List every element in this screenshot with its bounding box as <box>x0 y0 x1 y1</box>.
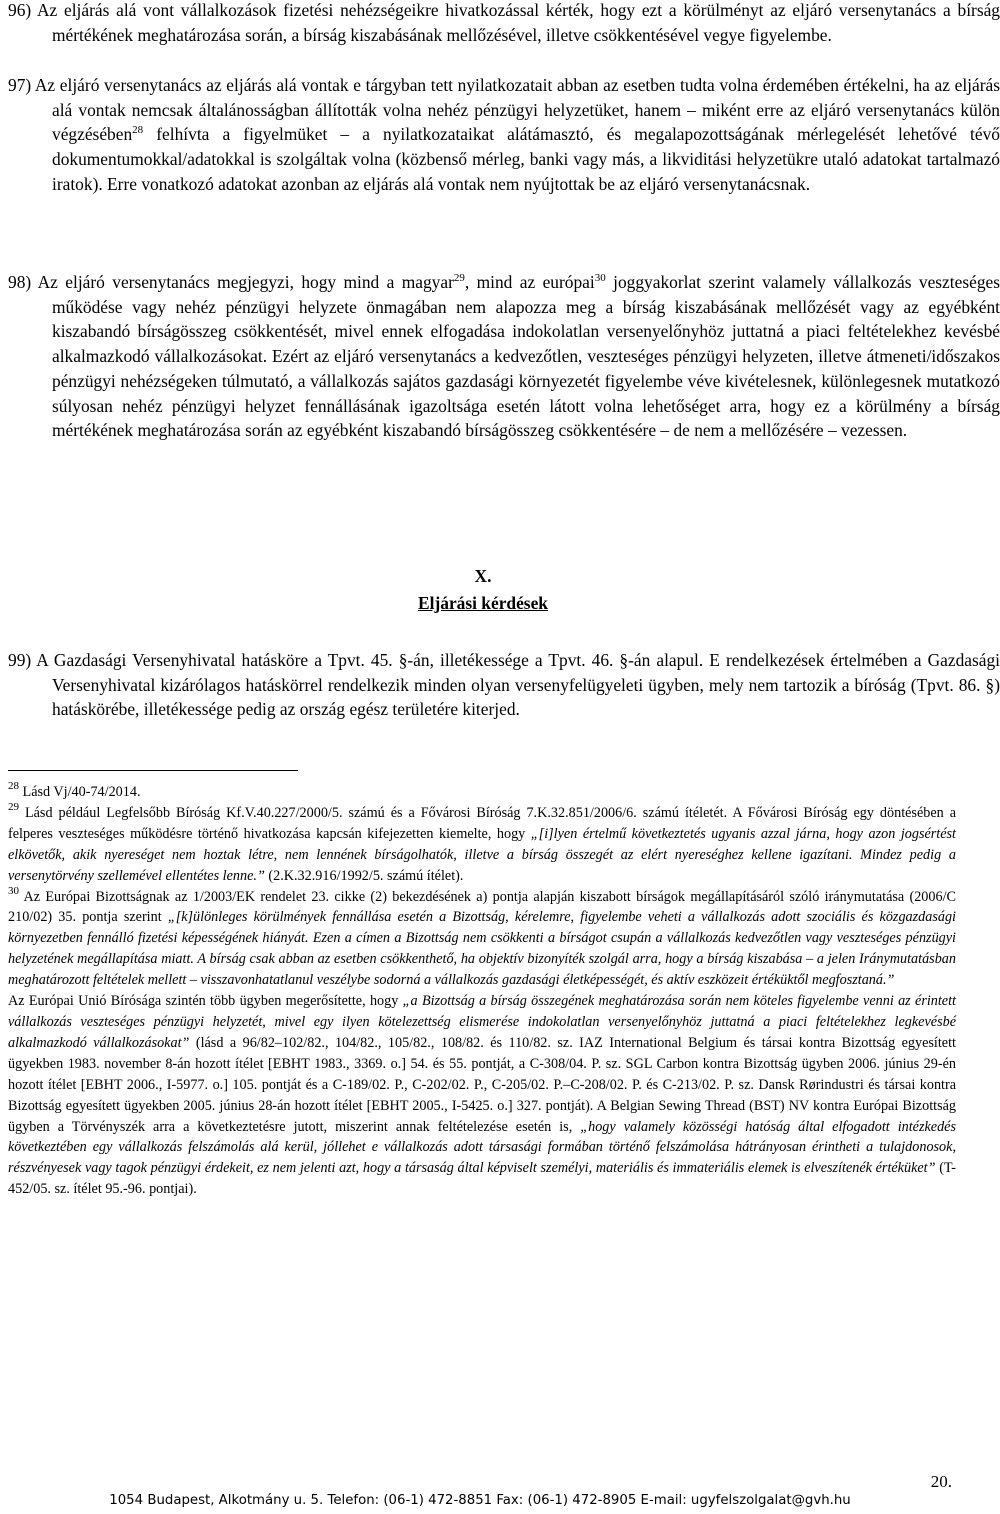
footnote-ref-29[interactable]: 29 <box>453 272 465 284</box>
paragraph-98-text-c: joggyakorlat szerint valamely vállalkozás veszteséges működése vagy nehéz pénzügyi helyzete önmagában nem alapozza meg a bírság kiszabásának mellőzését vagy az egyébként kiszabandó bírságösszeg csökkentését, mivel ennek elfogadása indokolatlan versenyelőnyhöz juttatná a piaci feltételekhez kevésbé alkalmazkodó vállalkozásokat. Ezért az eljáró versenytanács a kedvezőtlen, veszteséges pénzügyi helyzeten, illetve átmeneti/időszakos pénzügyi nehézségeken túlmutató, a vállalkozás sajátos gazdasági környezetét figyelembe véve kivételesnek, különlegesnek mutatkozó súlyosan nehéz pénzügyi helyzet fennállásának igazoltsága esetén látott volna lehetőséget arra, hogy ez a körülmény a bírság mértékének meghatározása során az egyébként kiszabandó bírságösszeg csökkentésére – de nem a mellőzésére – vezessen. <box>52 272 1000 441</box>
footnote-30-continued <box>8 991 956 1200</box>
paragraph-96 <box>8 0 1000 47</box>
paragraph-99-text: 99) A Gazdasági Versenyhivatal hatásköre a Tpvt. 45. §-án, illetékessége a Tpvt. 46. §-án alapul. E rendelkezések értelmében a Gazdasági Versenyhivatal kizárólagos hatáskörrel rendelkezik minden olyan versenyfelügyeleti ügyben, mely nem tartozik a bíróság (Tpvt. 86. §) hatáskörébe, illetékessége pedig az ország egész területére kiterjed. <box>8 650 1000 720</box>
footnote-28-number: 28 <box>8 780 19 792</box>
page-footer: 1054 Budapest, Alkotmány u. 5. Telefon: (06-1) 472-8851 Fax: (06-1) 472-8905 E-mail: ugyfelszolgalat@gvh.hu <box>109 1493 851 1508</box>
footnote-28 <box>8 782 956 803</box>
paragraph-97-text-a: 97) Az eljáró versenytanács az eljárás alá vontak e tárgyban tett nyilatkozatait abban az esetben tudta volna érdemében értékelni, ha az eljárás alá vontak nemcsak általánosságban állították volna nehéz pénzügyi helyzetüket, hanem – miként erre az eljáró versenytanács külön végzésében <box>8 75 1000 145</box>
footnote-ref-30[interactable]: 30 <box>594 272 606 284</box>
paragraph-98 <box>8 270 1000 443</box>
footnotes <box>8 782 956 1200</box>
section-title-text: Eljárási kérdések <box>418 593 548 613</box>
paragraph-98-text-a: 98) Az eljáró versenytanács megjegyzi, hogy mind a magyar <box>8 272 454 292</box>
section-title <box>0 593 966 614</box>
footnote-30b-quote-1: „a Bizottság a bírság összegének meghatározása során nem köteles figyelembe venni az érintett vállalkozás veszteséges pénzügyi helyzetét, mivel egy ilyen kötelezettség elismerése indokolatlan versenyelőnyhöz juttatná a piaci feltételekhez legkevésbé alkalmazkodó vállalkozásokat” <box>8 993 956 1051</box>
footnote-30-quote: „[k]ülönleges körülmények fennállása esetén a Bizottság, kérelemre, figyelembe veheti a vállalkozás adott szociális és közgazdasági környezetben fennálló fizetési képességének hiányát. Ezen a címen a Bizottság nem csökkenti a bírságot csupán a vállalkozás kedvezőtlen vagy veszteséges pénzügyi helyzetének megállapítása miatt. A bírság csak abban az esetben csökkenthető, ha objektív bizonyíték szolgál arra, hogy a bírság kiszabása – a jelen Iránymutatásban meghatározott feltételek mellett – visszavonhatatlanul veszélybe sodorná a vállalkozás gazdasági életképességét, és aktív eszközeit értéküktől megfosztaná.” <box>8 909 956 989</box>
footnote-30-number: 30 <box>8 884 19 897</box>
footnote-30-text-a: Az Európai Bizottságnak az 1/2003/EK rendelet 23. cikke (2) bekezdésének a) pontja alapján kiszabott bírságok megállapításáról szóló iránymutatása (2006/C 210/02) 35. pontja szerint <box>8 888 956 926</box>
footnote-29 <box>8 800 956 887</box>
footnote-29-quote: „[i]lyen értelmű következtetés ugyanis azzal járna, hogy azon jogsértést elkövetők, akik nyereséget nem hoztak létre, nem lennének bírságolhatók, illetve a bírság összegét az elért nyereséghez kellene igazítani. Mindez pedig a versenytörvény szellemével ellentétes lenne.” <box>8 825 956 884</box>
footnote-29-text-a: Lásd például Legfelsőbb Bíróság Kf.V.40.227/2000/5. számú és a Fővárosi Bíróság 7.K.32.851/2006/6. számú ítéletét. A Fővárosi Bíróság egy döntésében a felperes veszteséges működésre történő hivatkozása kapcsán kifejezetten kiemelte, hogy <box>8 804 956 842</box>
footnote-30b-text-b: (lásd a 96/82–102/82., 104/82., 105/82., 108/82. és 110/82. sz. IAZ International Belgium és társai kontra Bizottság egyesített ügyekben 1983. november 8-án hozott ítélet [EBHT 1983., 3369. o.] 54. és 55. pontját, a C-308/04. P. sz. SGL Carbon kontra Bizottság ügyben 2006. június 29-én hozott ítélet [EBHT 2006., I-5977. o.] 105. pontját és a C-189/02. P., C-202/02. P., C-205/02. P.–C-208/02. P. és C-213/02. P. sz. Dansk Rørindustri és társai kontra Bizottság egyesített ügyekben 2005. június 28-án hozott ítélet [EBHT 2005., I-5425. o.] 327. pontját). A Belgian Sewing Thread (BST) NV kontra Európai Bizottság ügyben a Törvényszék arra a következtetésre jutott, miszerint annak feltételezése esetén is, <box>8 1034 956 1135</box>
paragraph-97 <box>8 73 1000 197</box>
paragraph-98-text-b: , mind az európai <box>464 272 595 292</box>
section-number: X. <box>474 566 492 586</box>
footnote-29-text-b: (2.K.32.916/1992/5. számú ítélet). <box>264 867 464 884</box>
paragraph-97-text-b: felhívta a figyelmüket – a nyilatkozataikat alátámasztó, és megalapozottságának mérlegelését lehetővé tévő dokumentumokkal/adatokkal is szolgáltak volna (közbenső mérleg, banki vagy más, a likviditási helyzetükre utaló adatokat tartalmazó iratok). Erre vonatkozó adatokat azonban az eljárás alá vontak nem nyújtottak be az eljáró versenytanácsnak. <box>52 124 1000 194</box>
footnote-30 <box>8 884 956 992</box>
footnote-28-text: Lásd Vj/40-74/2014. <box>19 784 141 800</box>
footnote-29-number: 29 <box>8 800 19 813</box>
footnote-30b-text-a: Az Európai Unió Bírósága szintén több ügyben megerősítette, hogy <box>8 993 403 1010</box>
footnote-30b-quote-2: „hogy valamely közösségi hatóság által elfogadott intézkedés következtében egy vállalkozás felszámolás alá kerül, jóllehet e vállalkozás adott társasági formában történő felszámolása hátrányosan érintheti a tulajdonosok, részvényesek vagy tagok pénzügyi érdekeit, ez nem jelenti azt, hogy a társaság által képviselt személyi, materiális és immateriális elemek is elveszítenék értéküket” <box>8 1118 956 1177</box>
paragraph-96-text: 96) Az eljárás alá vont vállalkozások fizetési nehézségeikre hivatkozással kérték, hogy ezt a körülményt az eljáró versenytanács a bírság mértékének meghatározása során, a bírság kiszabásának mellőzésével, illetve csökkentésével vegye figyelembe. <box>8 0 1000 45</box>
paragraph-99 <box>8 648 1000 722</box>
footnote-ref-28[interactable]: 28 <box>132 124 144 137</box>
page-number: 20. <box>930 1472 952 1491</box>
footnote-30b-text-c: (T-452/05. sz. ítélet 95.-96. pontjai). <box>8 1160 956 1198</box>
footnote-separator <box>8 770 298 771</box>
